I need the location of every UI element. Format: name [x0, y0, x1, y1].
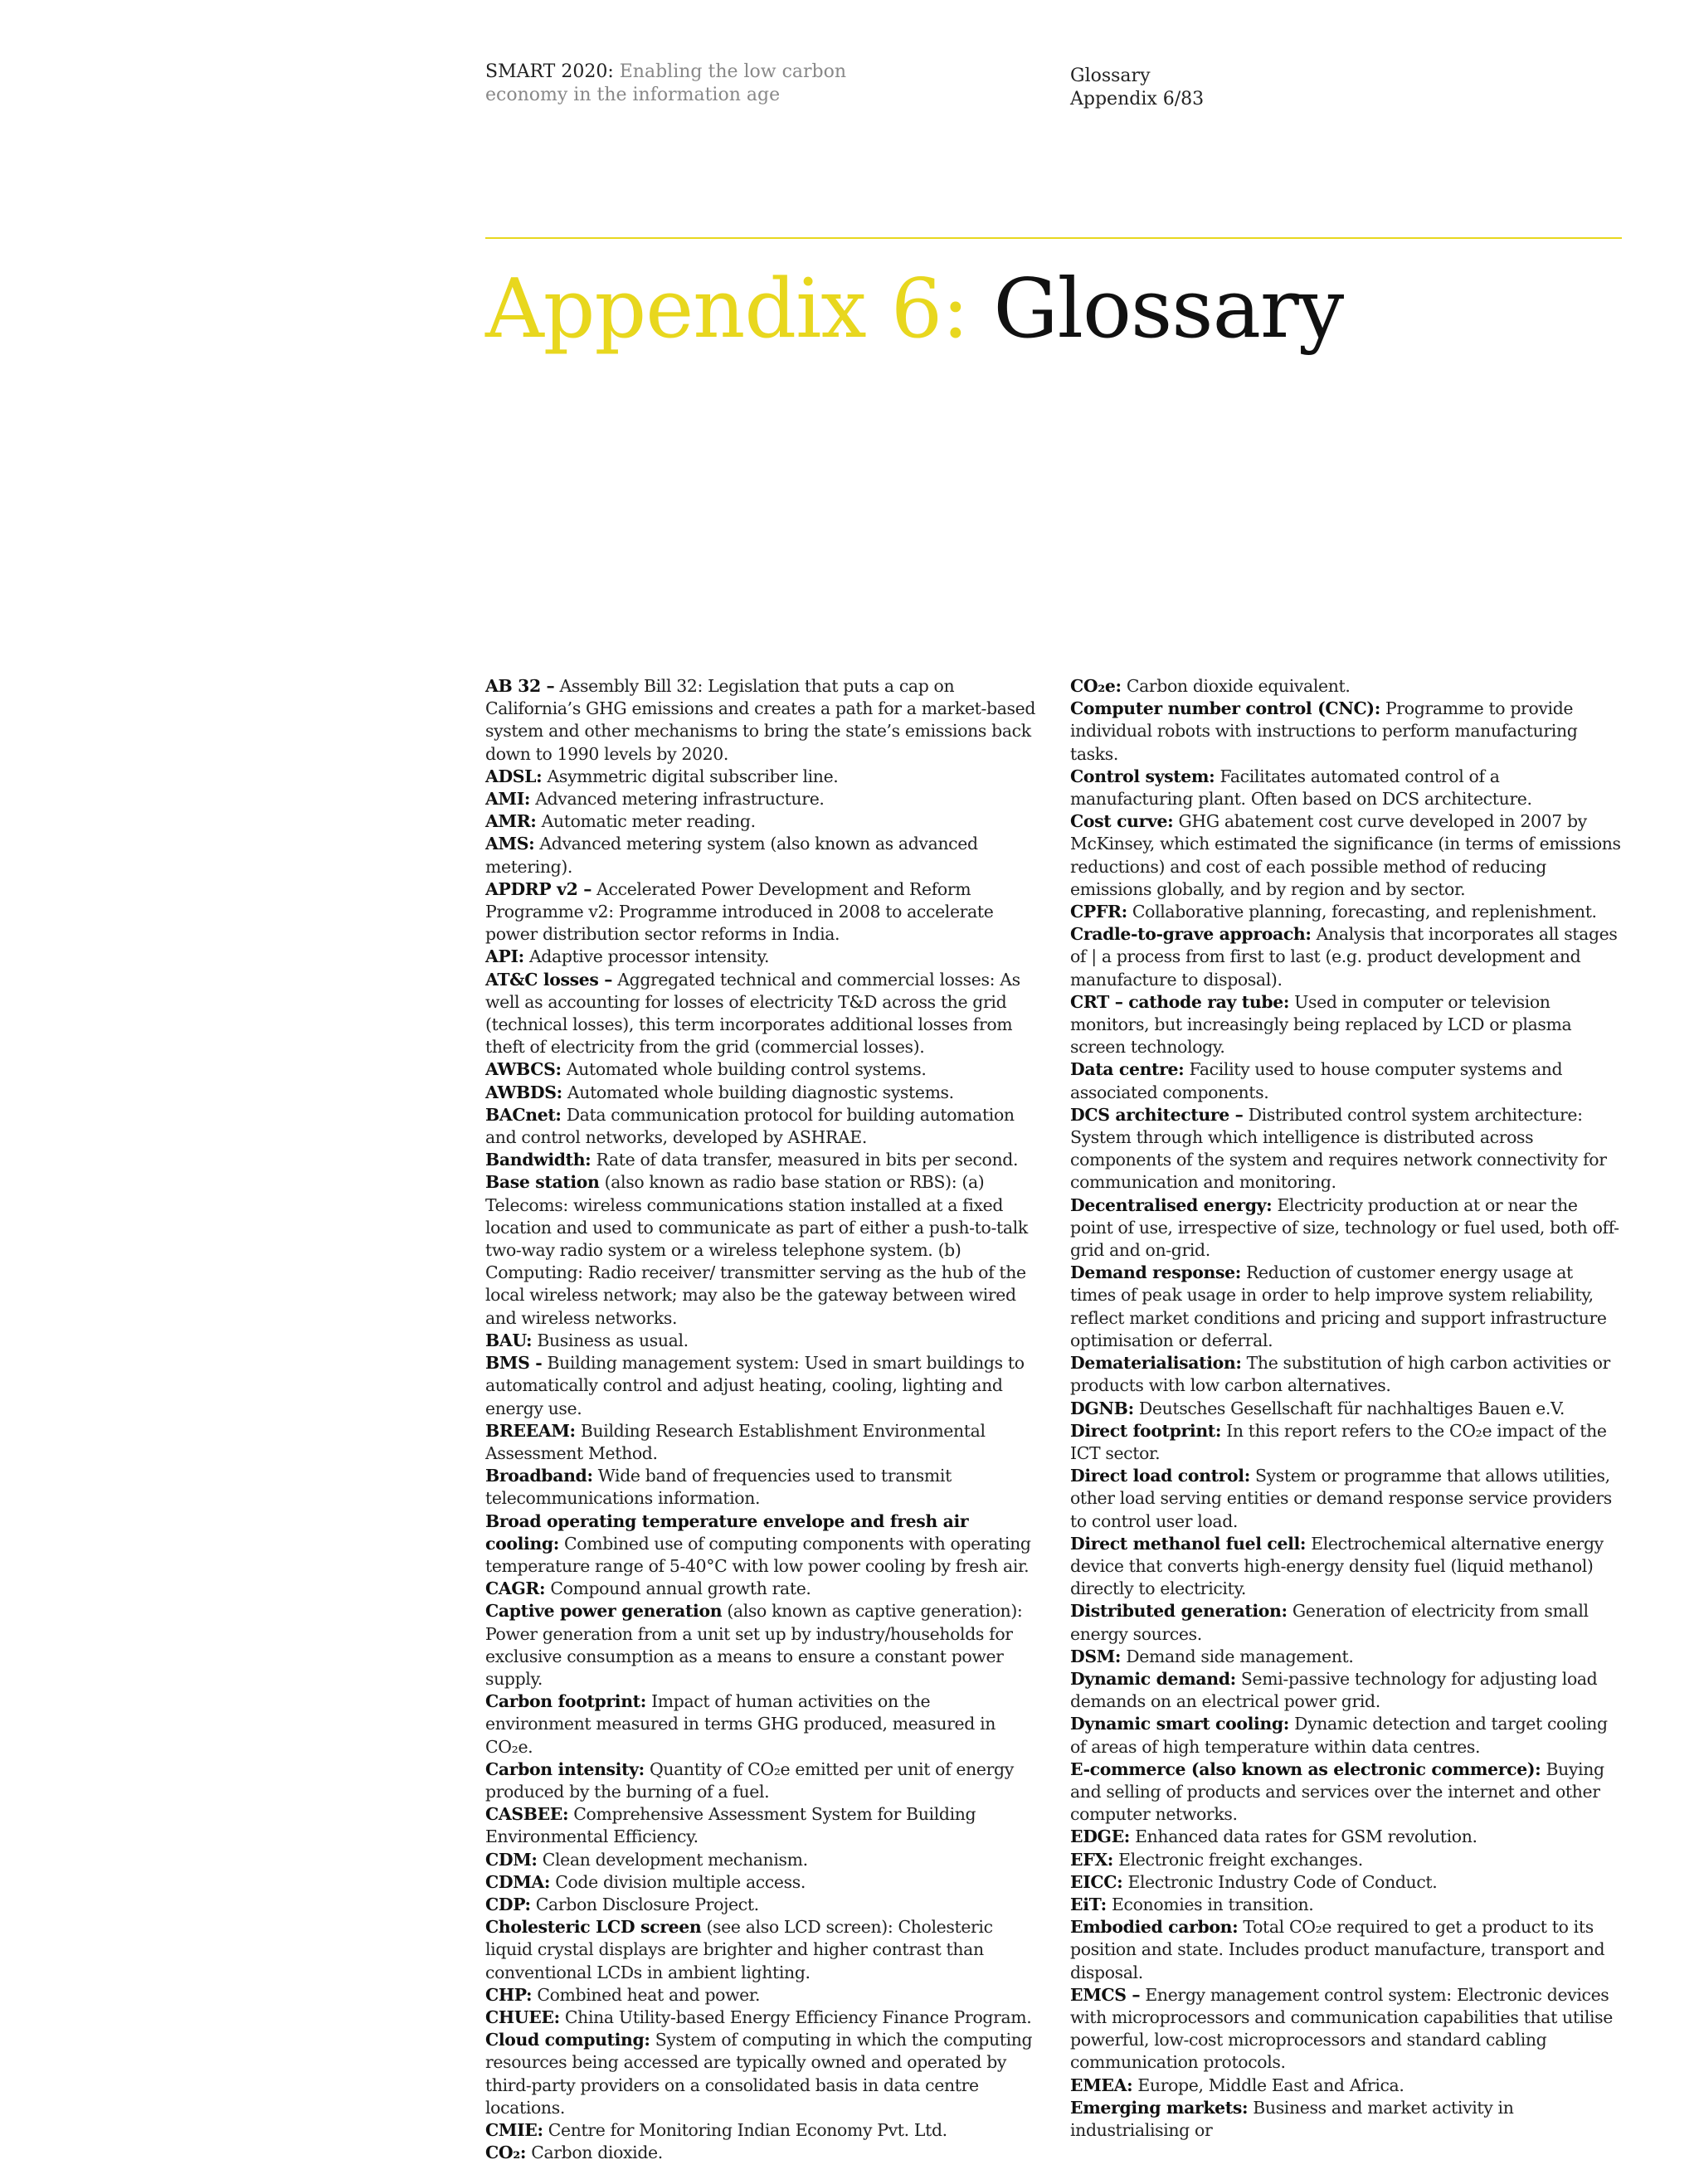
glossary-term: BREEAM: — [485, 1420, 576, 1441]
glossary-entry — [485, 810, 1037, 833]
glossary-entry — [1070, 2075, 1622, 2097]
glossary-definition: Comprehensive Assessment System for Building Environmental Efficiency. — [485, 1804, 976, 1847]
glossary-definition: Generation of electricity from small energy sources. — [1070, 1601, 1589, 1644]
glossary-column-left — [485, 675, 1037, 2164]
glossary-definition: Total CO₂e required to get a product to its position and state. Includes product manufacture, transport and disposal. — [1070, 1917, 1605, 1982]
glossary-entry — [1070, 1713, 1622, 1758]
glossary-entry — [485, 1510, 1037, 1578]
glossary-term: Dematerialisation: — [1070, 1353, 1242, 1374]
glossary-definition: Electrochemical alternative energy device that converts high-energy density fuel (liquid methanol) directly to electricity. — [1070, 1533, 1604, 1599]
glossary-term: Direct footprint: — [1070, 1420, 1222, 1441]
glossary-entry — [1070, 810, 1622, 901]
glossary-term: AB 32 – — [485, 676, 555, 696]
glossary-term: Cradle-to-grave approach: — [1070, 924, 1312, 945]
glossary-term: EDGE: — [1070, 1826, 1130, 1847]
glossary-entry — [485, 1330, 1037, 1352]
glossary-entry — [485, 1690, 1037, 1758]
glossary-entry — [1070, 901, 1622, 923]
glossary-entry — [485, 2119, 1037, 2142]
glossary-entry — [485, 766, 1037, 788]
glossary-term: Broadband: — [485, 1466, 593, 1486]
glossary-entry — [1070, 1398, 1622, 1420]
glossary-definition: Centre for Monitoring Indian Economy Pvt. Ltd. — [543, 2120, 947, 2140]
glossary-entry — [485, 1803, 1037, 1848]
glossary-entry — [1070, 1104, 1622, 1194]
glossary-term: EICC: — [1070, 1871, 1123, 1892]
glossary-term: BACnet: — [485, 1104, 562, 1125]
glossary-definition: Carbon dioxide. — [526, 2143, 663, 2163]
glossary-definition: System of computing in which the computing resources being accessed are typically owned and operated by third-party providers on a consolidated basis in data centre locations. — [485, 2030, 1033, 2118]
glossary-entry — [485, 1352, 1037, 1420]
glossary-entry — [485, 1894, 1037, 1916]
glossary-definition: Business and market activity in industrialising or — [1070, 2097, 1514, 2140]
glossary-definition: GHG abatement cost curve developed in 2007 by McKinsey, which estimated the significance (in terms of emissions reductions) and cost of each possible method of reducing emissions globally, and by region and by sector. — [1070, 811, 1621, 899]
report-name: SMART 2020: — [485, 61, 614, 82]
glossary-entry — [485, 1465, 1037, 1510]
glossary-definition: Programme to provide individual robots with instructions to perform manufacturing tasks. — [1070, 698, 1578, 764]
glossary-term: AT&C losses – — [485, 969, 613, 990]
page-title-prefix: Appendix 6: — [485, 262, 969, 357]
glossary-definition: China Utility-based Energy Efficiency Finance Program. — [559, 2006, 1032, 2027]
glossary-definition: Facilitates automated control of a manufacturing plant. Often based on DCS architecture. — [1070, 766, 1532, 810]
glossary-definition: Combined heat and power. — [532, 1984, 761, 2005]
glossary-term: Data centre: — [1070, 1059, 1185, 1080]
glossary-entry — [1070, 1465, 1622, 1533]
glossary-term: Emerging markets: — [1070, 2097, 1249, 2118]
glossary-definition: Deutsches Gesellschaft für nachhaltiges Bauen e.V. — [1133, 1398, 1565, 1418]
glossary-entry — [485, 1758, 1037, 1803]
glossary-definition: Asymmetric digital subscriber line. — [542, 766, 839, 786]
glossary-term: Demand response: — [1070, 1262, 1241, 1283]
glossary-definition: Rate of data transfer, measured in bits per second. — [591, 1150, 1019, 1170]
glossary-entry — [485, 1058, 1037, 1081]
glossary-term: Bandwidth: — [485, 1150, 591, 1170]
glossary-entry — [485, 833, 1037, 878]
glossary-term: CDMA: — [485, 1871, 551, 1892]
glossary-definition: Adaptive processor intensity. — [523, 946, 770, 967]
glossary-definition: Electronic Industry Code of Conduct. — [1122, 1871, 1438, 1892]
glossary-term: CAGR: — [485, 1578, 546, 1599]
glossary-entry — [1070, 1849, 1622, 1871]
page-title — [485, 264, 1343, 355]
glossary-definition: Used in computer or television monitors, but increasingly being replaced by LCD or plasma screen technology. — [1070, 991, 1572, 1058]
glossary-entry — [1070, 1871, 1622, 1894]
glossary-term: CO₂e: — [1070, 676, 1122, 696]
glossary-term: AMI: — [485, 789, 531, 810]
glossary-term: EMCS – — [1070, 1984, 1141, 2005]
glossary-term: Control system: — [1070, 766, 1215, 786]
glossary-definition: Collaborative planning, forecasting, and replenishment. — [1127, 902, 1597, 922]
glossary-term: Dynamic smart cooling: — [1070, 1714, 1289, 1734]
section-label: Glossary — [1070, 66, 1151, 86]
glossary-definition: System or programme that allows utilities, other load serving entities or demand response service providers to control user load. — [1070, 1466, 1612, 1531]
glossary-term: BMS - — [485, 1353, 543, 1374]
glossary-term: Cost curve: — [1070, 811, 1174, 832]
glossary-entry — [485, 2029, 1037, 2119]
glossary-definition: Building management system: Used in smart buildings to automatically control and adjust heating, cooling, lighting and energy use. — [485, 1353, 1025, 1418]
glossary-entry — [485, 1578, 1037, 1600]
glossary-definition: Impact of human activities on the environment measured in terms GHG produced, measured in CO₂e. — [485, 1691, 996, 1757]
glossary-term: Dynamic demand: — [1070, 1668, 1236, 1689]
glossary-entry — [485, 1916, 1037, 1984]
glossary-definition: Dynamic detection and target cooling of areas of high temperature within data centres. — [1070, 1714, 1608, 1757]
glossary-definition: Reduction of customer energy usage at times of peak usage in order to help improve system reliability, reflect market conditions and pricing and support infrastructure optimisation or deferral. — [1070, 1262, 1607, 1350]
glossary-term: Captive power generation — [485, 1601, 723, 1622]
glossary-definition: Facility used to house computer systems and associated components. — [1070, 1059, 1563, 1102]
glossary-entry — [1070, 991, 1622, 1059]
glossary-term: CASBEE: — [485, 1804, 569, 1825]
glossary-entry — [1070, 1420, 1622, 1465]
glossary-definition: Advanced metering infrastructure. — [530, 789, 825, 810]
glossary-term: Broad operating temperature envelope and fresh air cooling: — [485, 1510, 969, 1554]
glossary-definition: (also known as captive generation): Power generation from a unit set up by industry/households for exclusive consumption as a means to ensure a constant power supply. — [485, 1601, 1023, 1689]
glossary-entry — [1070, 1352, 1622, 1397]
glossary-entry — [485, 1171, 1037, 1329]
glossary-entry — [485, 1600, 1037, 1690]
glossary-definition: Automated whole building diagnostic systems. — [562, 1082, 954, 1102]
glossary-definition: Economies in transition. — [1106, 1894, 1314, 1914]
page-title-main: Glossary — [993, 262, 1344, 357]
glossary-column-right — [1070, 675, 1622, 2142]
glossary-entry — [1070, 1262, 1622, 1352]
glossary-definition: Assembly Bill 32: Legislation that puts a cap on California’s GHG emissions and creates a path for a market-based system and other mechanisms to bring the state’s emissions back down to 1990 levels by 2020. — [485, 676, 1036, 764]
glossary-definition: Advanced metering system (also known as advanced metering). — [485, 834, 978, 877]
header-divider-rule — [485, 237, 1622, 239]
glossary-term: Direct methanol fuel cell: — [1070, 1533, 1307, 1554]
glossary-definition: Code division multiple access. — [550, 1871, 806, 1892]
glossary-definition: Compound annual growth rate. — [545, 1578, 811, 1599]
glossary-definition: Electricity production at or near the point of use, irrespective of size, technology or fuel used, both off-grid and on-grid. — [1070, 1194, 1619, 1261]
glossary-entry — [485, 1849, 1037, 1871]
glossary-term: ADSL: — [485, 766, 543, 786]
glossary-definition: Automatic meter reading. — [536, 811, 756, 832]
glossary-term: Base station — [485, 1172, 600, 1193]
glossary-definition: Business as usual. — [532, 1330, 689, 1350]
glossary-definition: Electronic freight exchanges. — [1112, 1849, 1363, 1870]
glossary-entry — [1070, 698, 1622, 766]
glossary-entry — [485, 675, 1037, 766]
glossary-entry — [1070, 1894, 1622, 1916]
glossary-entry — [1070, 1826, 1622, 1848]
glossary-entry — [485, 1420, 1037, 1465]
glossary-definition: Semi-passive technology for adjusting load demands on an electrical power grid. — [1070, 1668, 1598, 1712]
glossary-term: Direct load control: — [1070, 1466, 1250, 1486]
glossary-entry — [485, 969, 1037, 1059]
glossary-entry — [485, 788, 1037, 810]
glossary-term: API: — [485, 946, 524, 967]
glossary-definition: Buying and selling of products and services over the internet and other computer networks. — [1070, 1758, 1604, 1825]
glossary-entry — [1070, 1758, 1622, 1826]
glossary-term: Cholesteric LCD screen — [485, 1917, 702, 1938]
glossary-entry — [485, 1082, 1037, 1104]
glossary-entry — [1070, 1984, 1622, 2075]
glossary-definition: Distributed control system architecture: System through which intelligence is distributed across components of the system and requires network connectivity for communication and monitoring. — [1070, 1104, 1607, 1193]
glossary-definition: The substitution of high carbon activities or products with low carbon alternatives. — [1070, 1353, 1610, 1396]
glossary-term: EFX: — [1070, 1849, 1113, 1870]
glossary-term: CO₂: — [485, 2143, 527, 2163]
glossary-term: APDRP v2 – — [485, 878, 592, 899]
glossary-term: Carbon footprint: — [485, 1691, 646, 1712]
running-header-right — [1070, 65, 1402, 111]
glossary-term: CRT – cathode ray tube: — [1070, 991, 1290, 1012]
glossary-entry — [485, 2142, 1037, 2164]
glossary-entry — [485, 1984, 1037, 2006]
glossary-term: AWBCS: — [485, 1059, 562, 1080]
glossary-entry — [1070, 923, 1622, 991]
glossary-definition: Enhanced data rates for GSM revolution. — [1129, 1826, 1477, 1847]
glossary-term: Distributed generation: — [1070, 1601, 1288, 1622]
glossary-term: EMEA: — [1070, 2075, 1133, 2095]
glossary-term: Embodied carbon: — [1070, 1917, 1239, 1938]
glossary-definition: (see also LCD screen): Cholesteric liquid crystal displays are brighter and higher contrast than conventional LCDs in ambient lighting. — [485, 1917, 993, 1982]
glossary-entry — [485, 1149, 1037, 1171]
report-subtitle: Enabling the low carbon economy in the information age — [485, 61, 847, 105]
glossary-term: CHP: — [485, 1984, 533, 2005]
running-header-left — [485, 61, 917, 107]
glossary-definition: Building Research Establishment Environmental Assessment Method. — [485, 1420, 986, 1463]
glossary-term: CDM: — [485, 1849, 538, 1870]
glossary-term: DSM: — [1070, 1646, 1122, 1666]
glossary-definition: (also known as radio base station or RBS): (a) Telecoms: wireless communications station installed at a fixed location and used to communicate as part of either a push-to-talk two-way radio system or a wireless telephone system. (b) Computing: Radio receiver/ transmitter serving as the hub of the local wireless network; may also be the gateway between wired and wireless networks. — [485, 1172, 1028, 1328]
glossary-term: CDP: — [485, 1894, 531, 1914]
glossary-definition: Energy management control system: Electronic devices with microprocessors and communication capabilities that utilise powerful, low-cost microprocessors and standard cabling communication protocols. — [1070, 1984, 1614, 2073]
glossary-term: AWBDS: — [485, 1082, 562, 1102]
glossary-definition: Combined use of computing components with operating temperature range of 5-40°C with low power cooling by fresh air. — [485, 1533, 1031, 1576]
glossary-term: AMS: — [485, 834, 535, 854]
glossary-entry — [1070, 2097, 1622, 2142]
glossary-term: CMIE: — [485, 2120, 543, 2140]
glossary-definition: Aggregated technical and commercial losses: As well as accounting for losses of electricity T&D across the grid (technical losses), this term incorporates additional losses from theft of electricity from the grid (commercial losses). — [485, 969, 1020, 1058]
glossary-definition: Data communication protocol for building automation and control networks, developed by ASHRAE. — [485, 1104, 1015, 1148]
glossary-definition: Wide band of frequencies used to transmit telecommunications information. — [485, 1466, 952, 1509]
glossary-definition: Carbon Disclosure Project. — [530, 1894, 759, 1914]
glossary-term: Decentralised energy: — [1070, 1194, 1273, 1215]
glossary-definition: Demand side management. — [1121, 1646, 1354, 1666]
glossary-entry — [1070, 766, 1622, 810]
glossary-definition: In this report refers to the CO₂e impact of the ICT sector. — [1070, 1420, 1607, 1463]
glossary-entry — [485, 1104, 1037, 1149]
glossary-term: CPFR: — [1070, 902, 1127, 922]
glossary-term: BAU: — [485, 1330, 533, 1350]
glossary-definition: Automated whole building control systems. — [561, 1059, 927, 1080]
glossary-entry — [485, 1871, 1037, 1894]
glossary-term: Cloud computing: — [485, 2030, 650, 2050]
page-reference: Appendix 6/83 — [1070, 89, 1205, 109]
glossary-term: Carbon intensity: — [485, 1758, 645, 1779]
glossary-entry — [1070, 1916, 1622, 1984]
glossary-term: CHUEE: — [485, 2006, 560, 2027]
glossary-definition: Carbon dioxide equivalent. — [1121, 676, 1351, 696]
glossary-definition: Accelerated Power Development and Reform Programme v2: Programme introduced in 2008 to accelerate power distribution sector reforms in India. — [485, 878, 994, 945]
glossary-term: EiT: — [1070, 1894, 1107, 1914]
glossary-entry — [485, 946, 1037, 968]
glossary-term: Computer number control (CNC): — [1070, 698, 1380, 719]
glossary-entry — [1070, 1646, 1622, 1668]
glossary-definition: Europe, Middle East and Africa. — [1132, 2075, 1404, 2095]
glossary-definition: Quantity of CO₂e emitted per unit of energy produced by the burning of a fuel. — [485, 1758, 1014, 1802]
glossary-entry — [485, 2006, 1037, 2029]
glossary-entry — [1070, 1058, 1622, 1103]
glossary-definition: Analysis that incorporates all stages of | a process from first to last (e.g. product development and manufacture to disposal). — [1070, 924, 1618, 990]
glossary-term: E-commerce (also known as electronic commerce): — [1070, 1758, 1541, 1779]
glossary-term: DCS architecture – — [1070, 1104, 1244, 1125]
glossary-entry — [1070, 1533, 1622, 1601]
glossary-entry — [1070, 1668, 1622, 1713]
glossary-term: AMR: — [485, 811, 537, 832]
glossary-entry — [1070, 1194, 1622, 1262]
glossary-entry — [1070, 675, 1622, 698]
glossary-entry — [1070, 1600, 1622, 1645]
glossary-entry — [485, 878, 1037, 946]
glossary-term: DGNB: — [1070, 1398, 1134, 1418]
glossary-definition: Clean development mechanism. — [537, 1849, 808, 1870]
